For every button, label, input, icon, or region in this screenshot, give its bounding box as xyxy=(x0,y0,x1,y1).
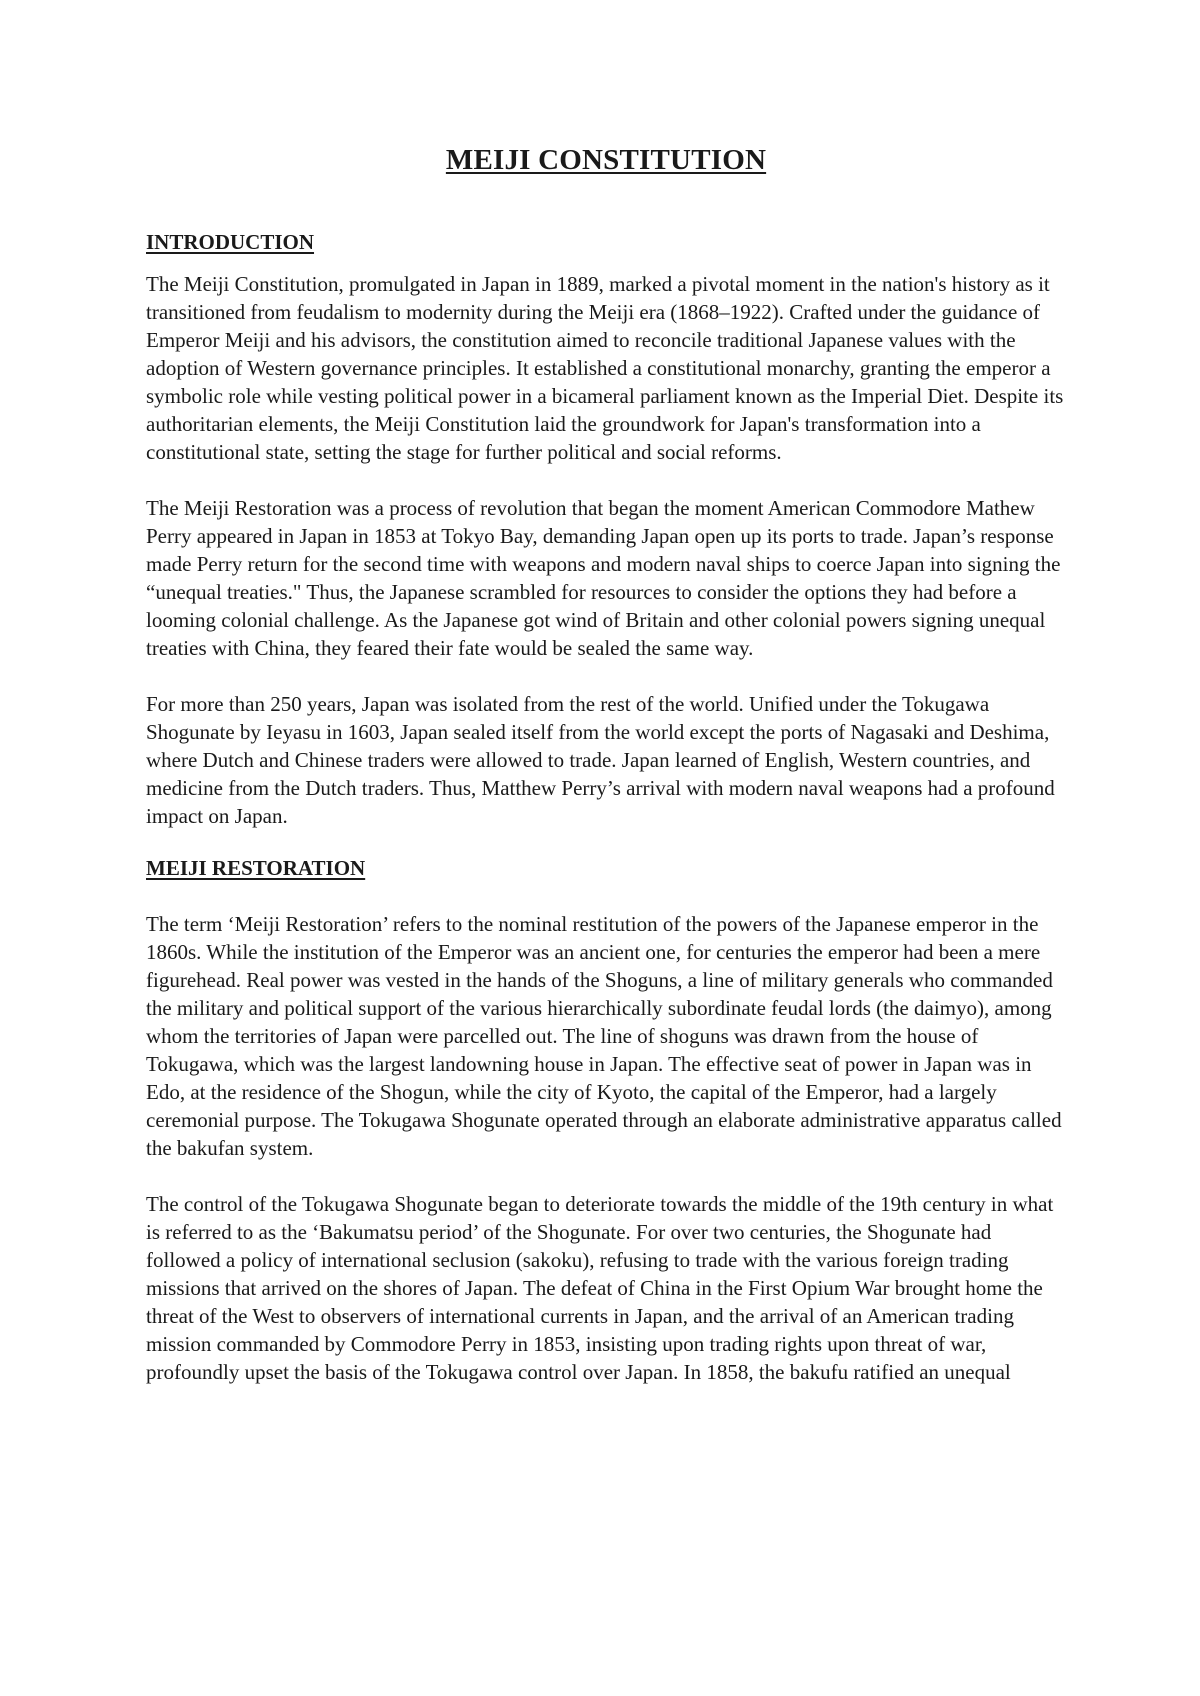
section-introduction xyxy=(146,228,1066,830)
section-heading-introduction: INTRODUCTION xyxy=(146,230,315,254)
paragraph-spacer xyxy=(146,662,1066,690)
section-heading-meiji-restoration: MEIJI RESTORATION xyxy=(146,856,366,880)
section-spacer xyxy=(146,830,1066,854)
document-page xyxy=(146,140,1066,1386)
heading-spacer xyxy=(146,882,1066,910)
section-meiji-restoration xyxy=(146,854,1066,1386)
heading-spacer xyxy=(146,256,1066,270)
paragraph: The control of the Tokugawa Shogunate began to deteriorate towards the middle of the 19th century in what is referred to as the ‘Bakumatsu period’ of the Shogunate. For over two centuries, the Shogunate had followed a policy of international seclusion (sakoku), refusing to trade with the various foreign trading missions that arrived on the shores of Japan. The defeat of China in the First Opium War brought home the threat of the West to observers of international currents in Japan, and the arrival of an American trading mission commanded by Commodore Perry in 1853, insisting upon trading rights upon threat of war, profoundly upset the basis of the Tokugawa control over Japan. In 1858, the bakufu ratified an unequal xyxy=(146,1192,1054,1384)
document-title: MEIJI CONSTITUTION xyxy=(445,144,767,176)
paragraph: The Meiji Restoration was a process of revolution that began the moment American Commodore Mathew Perry appeared in Japan in 1853 at Tokyo Bay, demanding Japan open up its ports to trade. Japan’s response made Perry return for the second time with weapons and modern naval ships to coerce Japan into signing the “unequal treaties." Thus, the Japanese scrambled for resources to consider the options they had before a looming colonial challenge. As the Japanese got wind of Britain and other colonial powers signing unequal treaties with China, they feared their fate would be sealed the same way. xyxy=(146,496,1061,660)
paragraph-spacer xyxy=(146,1162,1066,1190)
title-spacer xyxy=(146,180,1066,228)
paragraph: For more than 250 years, Japan was isolated from the rest of the world. Unified under the Tokugawa Shogunate by Ieyasu in 1603, Japan sealed itself from the world except the ports of Nagasaki and Deshima, where Dutch and Chinese traders were allowed to trade. Japan learned of English, Western countries, and medicine from the Dutch traders. Thus, Matthew Perry’s arrival with modern naval weapons had a profound impact on Japan. xyxy=(146,692,1055,828)
paragraph-spacer xyxy=(146,466,1066,494)
paragraph: The term ‘Meiji Restoration’ refers to the nominal restitution of the powers of the Japanese emperor in the 1860s. While the institution of the Emperor was an ancient one, for centuries the emperor had been a mere figurehead. Real power was vested in the hands of the Shoguns, a line of military generals who commanded the military and political support of the various hierarchically subordinate feudal lords (the daimyo), among whom the territories of Japan were parcelled out. The line of shoguns was drawn from the house of Tokugawa, which was the largest landowning house in Japan. The effective seat of power in Japan was in Edo, at the residence of the Shogun, while the city of Kyoto, the capital of the Emperor, had a largely ceremonial purpose. The Tokugawa Shogunate operated through an elaborate administrative apparatus called the bakufan system. xyxy=(146,912,1062,1160)
paragraph: The Meiji Constitution, promulgated in Japan in 1889, marked a pivotal moment in the nation's history as it transitioned from feudalism to modernity during the Meiji era (1868–1922). Crafted under the guidance of Emperor Meiji and his advisors, the constitution aimed to reconcile traditional Japanese values with the adoption of Western governance principles. It established a constitutional monarchy, granting the emperor a symbolic role while vesting political power in a bicameral parliament known as the Imperial Diet. Despite its authoritarian elements, the Meiji Constitution laid the groundwork for Japan's transformation into a constitutional state, setting the stage for further political and social reforms. xyxy=(146,272,1064,464)
